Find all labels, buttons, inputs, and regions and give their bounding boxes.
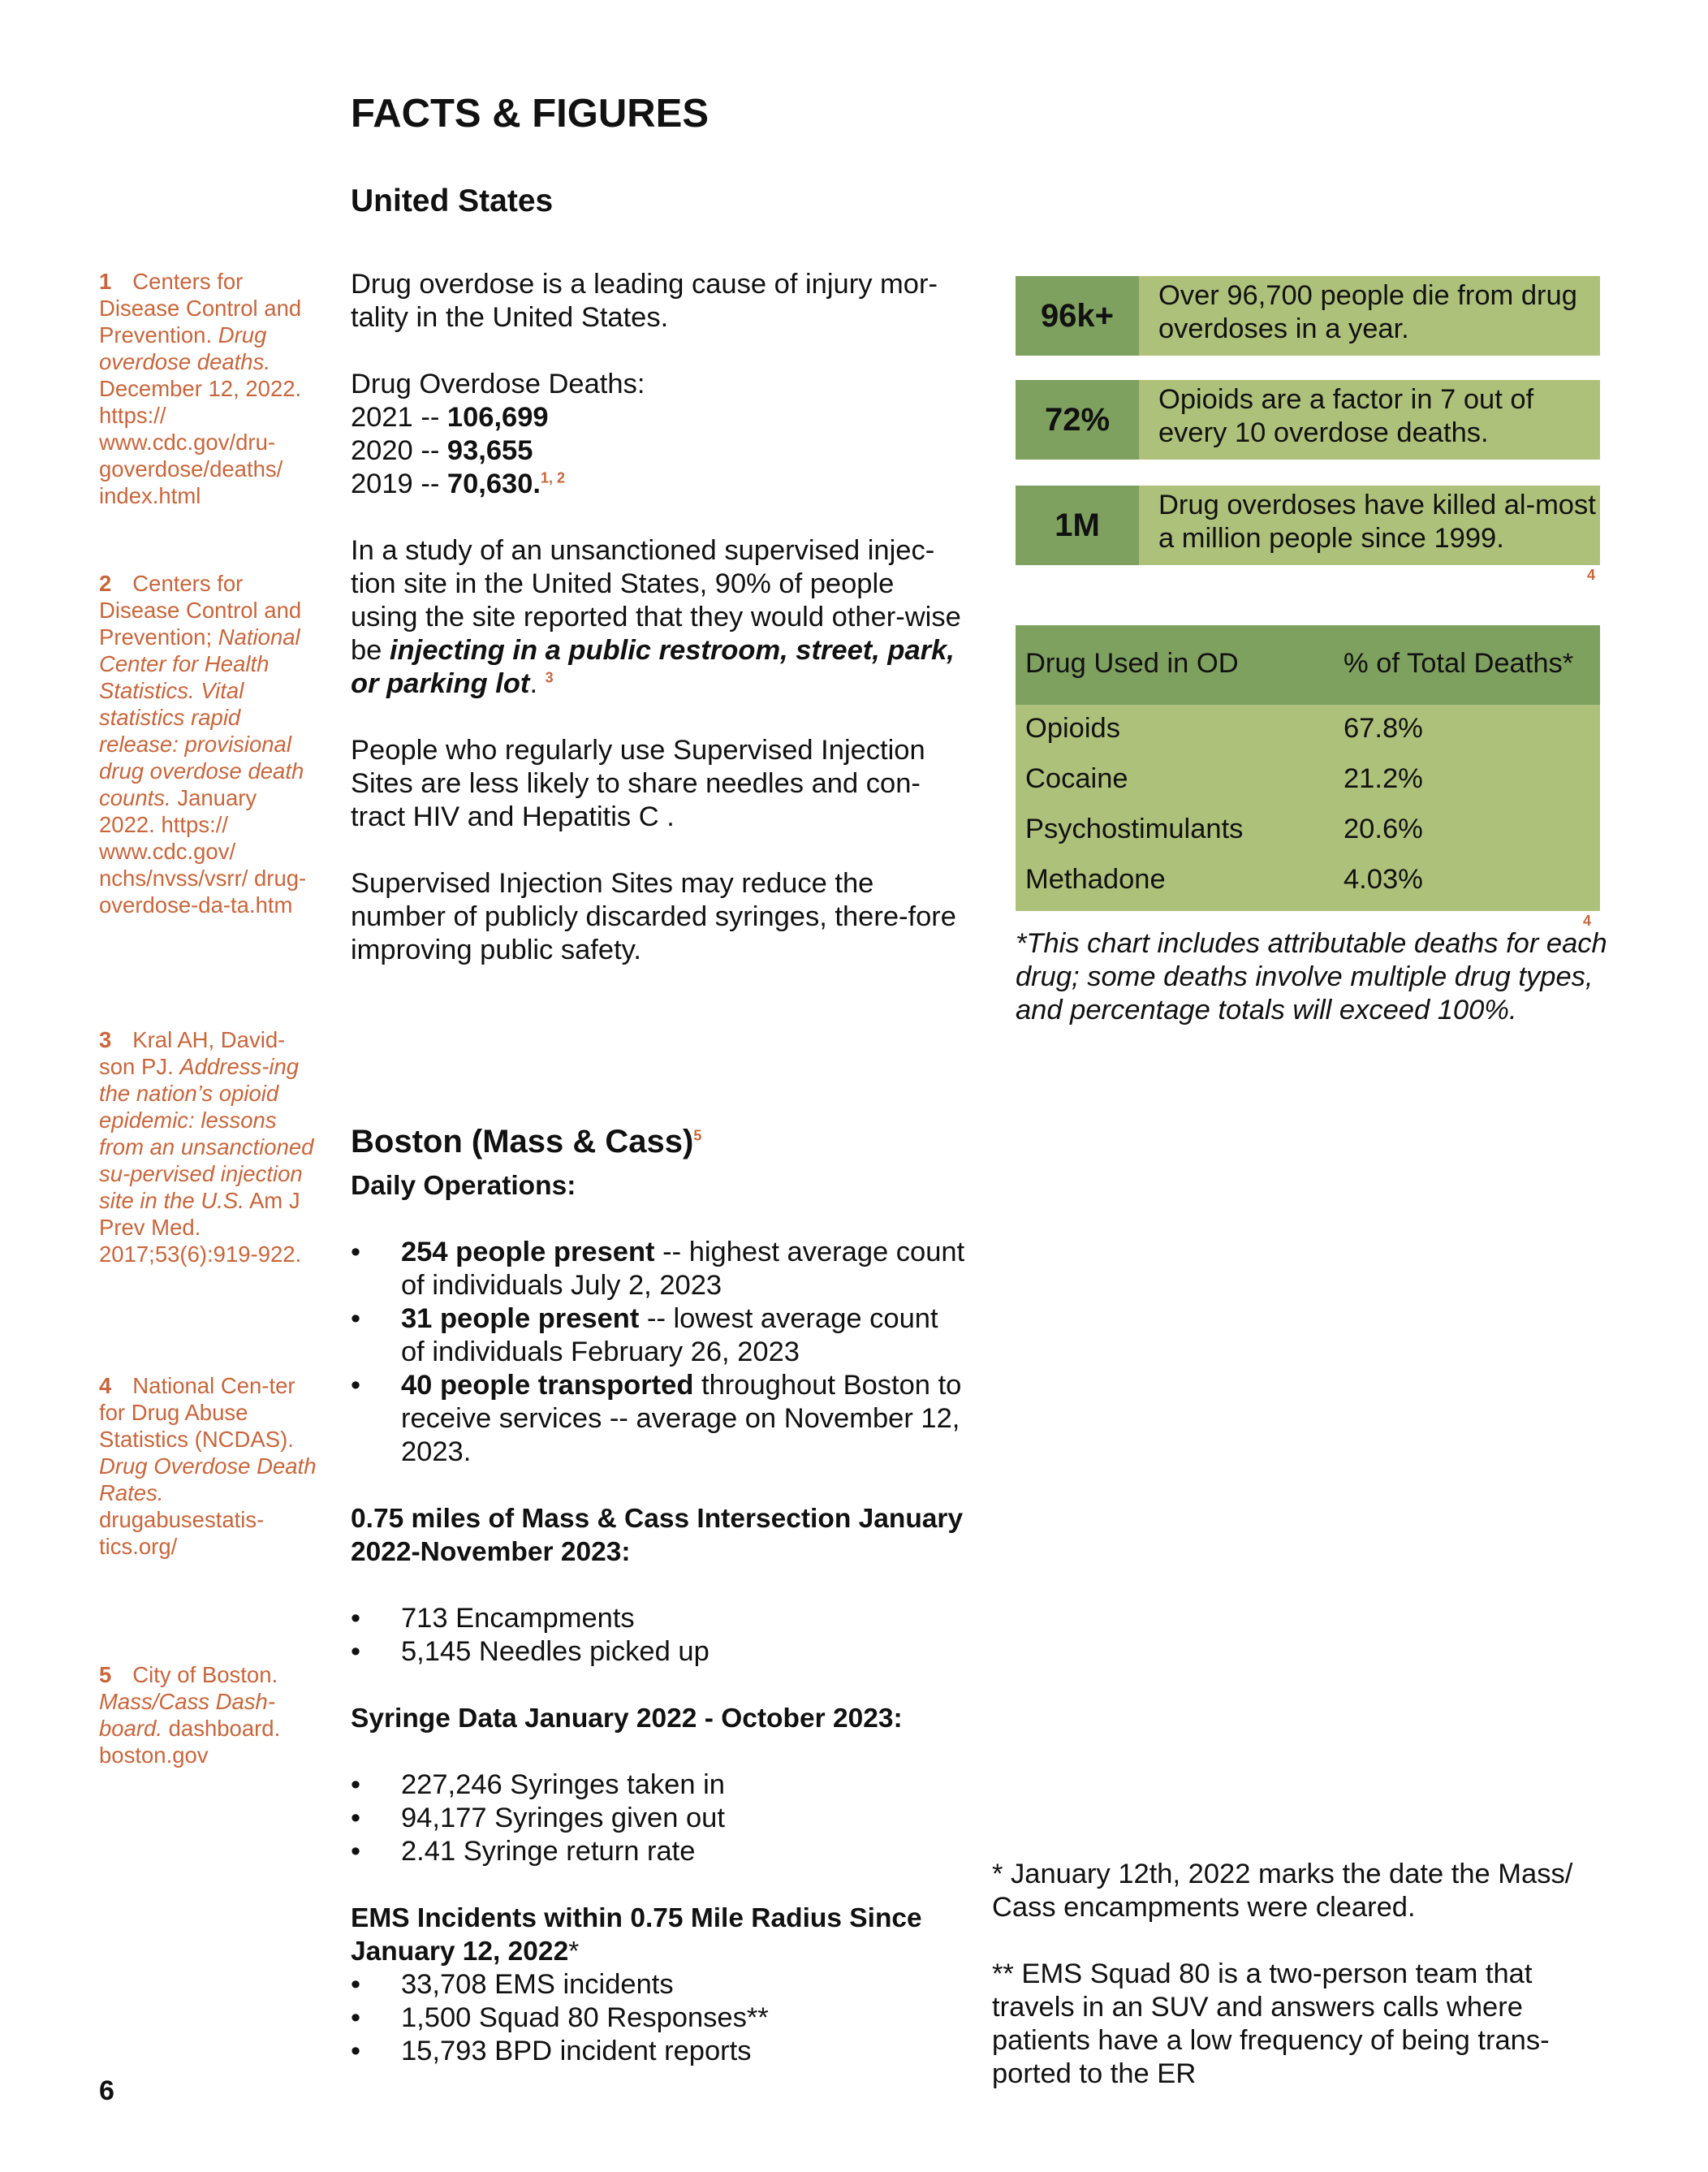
deaths-row: 2021 -- 106,699 — [351, 402, 549, 433]
footnote-text: National Cen-ter for Drug Abuse Statistics (NCDAS). — [99, 1373, 295, 1452]
stat-text: Over 96,700 people die from drug overdoses in a year. — [1158, 280, 1577, 344]
table-cell-drug: Opioids — [1025, 713, 1120, 744]
footnote-number: 3 — [99, 1027, 112, 1052]
table-note: *This chart includes attributable deaths for each drug; some deaths involve multiple drug types, and percentage totals will exceed 100%. — [1016, 928, 1607, 1026]
deaths-value: 106,699 — [446, 402, 549, 433]
list-item: • 2.41 Syringe return rate — [351, 1835, 968, 1868]
table-header — [1016, 625, 1600, 705]
footnote-ref: 5 — [693, 1127, 702, 1144]
list-item: • 713 Encampments — [351, 1602, 968, 1635]
footnote-title: Mass/Cass Dash-board. — [99, 1689, 275, 1741]
footnote-text: Centers for Disease Control and Prevention. — [99, 269, 302, 348]
ems-list — [351, 1968, 968, 2068]
page-title: FACTS & FIGURES — [351, 92, 710, 136]
deaths-row: 2020 -- 93,655 — [351, 435, 533, 466]
section-heading-boston: Boston (Mass & Cass)$^5$ — [351, 1124, 702, 1159]
list-item: • 31 people present -- lowest average count of individuals February 26, 2023 — [351, 1302, 968, 1369]
section-heading-united-states: United States — [351, 184, 554, 218]
footnote-title: Address-ing the nation’s opioid epidemic: lessons from an unsanctioned su-pervised injection site in the U.S. — [99, 1054, 314, 1213]
table-cell-percent: 67.8% — [1344, 713, 1423, 744]
footnote-title: National Center for Health Statistics. Vital statistics rapid release: provisional drug overdose death counts. — [99, 624, 304, 810]
table-cell-percent: 20.6% — [1344, 814, 1423, 844]
boston-column — [351, 1169, 968, 2068]
footnote-4 — [99, 1372, 318, 1560]
stat-text: Drug overdoses have killed al-most a million people since 1999. — [1158, 490, 1596, 554]
stat-box — [1016, 486, 1600, 565]
footnote-text: Centers for Disease Control and Prevention; — [99, 571, 302, 650]
list-item: • 254 people present -- highest average count of individuals July 2, 2023 — [351, 1236, 968, 1302]
footnote-source: January 2022. https:// www.cdc.gov/ nchs/nvss/vsrr/ drug-overdose-da-ta.htm — [99, 785, 307, 918]
daily-operations-label: Daily Operations: — [351, 1171, 576, 1201]
footnote-3 — [99, 1026, 318, 1267]
miles-list — [351, 1602, 968, 1669]
footnote-number: 4 — [99, 1373, 112, 1398]
deaths-value: 93,655 — [446, 435, 533, 466]
list-item: • 5,145 Needles picked up — [351, 1635, 968, 1669]
footnote-ref: 1, 2 — [541, 469, 566, 486]
footnote-2 — [99, 570, 318, 918]
header-cell: Drug Used in OD — [1025, 648, 1239, 679]
page-number: 6 — [99, 2075, 114, 2106]
stat-key: 96k+ — [1016, 276, 1139, 356]
us-intro: Drug overdose is a leading cause of injury mor-tality in the United States. — [351, 269, 938, 333]
footnote-title: Drug Overdose Death Rates. — [99, 1453, 317, 1505]
footnote-text: City of Boston. — [132, 1662, 278, 1687]
table-cell-drug: Methadone — [1025, 864, 1166, 895]
footnote-source: Am J Prev Med. 2017;53(6):919-922. — [99, 1188, 302, 1267]
note-encampments: * January 12th, 2022 marks the date the Mass/ Cass encampments were cleared. — [992, 1859, 1573, 1923]
list-item: • 33,708 EMS incidents — [351, 1968, 968, 2001]
study-paragraph: In a study of an unsanctioned supervised injec-tion site in the United States, 90% of people using the site reported that they would other-wise be injecting in a public restroom, street, park, or parking lot. $^3$ — [351, 535, 961, 699]
footnote-title: Drug overdose deaths. — [99, 322, 270, 374]
list-item: • 40 people transported throughout Boston to receive services -- average on November 12, 2023. — [351, 1369, 968, 1469]
stat-key: 1M — [1016, 486, 1139, 565]
stat-text: Opioids are a factor in 7 out of every 10 overdose deaths. — [1158, 384, 1534, 448]
table-cell-drug: Psychostimulants — [1025, 814, 1244, 844]
stat-key: 72% — [1016, 380, 1139, 460]
footnote-number: 2 — [99, 571, 112, 596]
footnote-ref: 3 — [545, 669, 554, 686]
list-item: • 1,500 Squad 80 Responses** — [351, 2001, 968, 2035]
syringe-label: Syringe Data January 2022 - October 2023: — [351, 1703, 903, 1734]
syringes-paragraph: Supervised Injection Sites may reduce the number of publicly discarded syringes, there-fore improving public safety. — [351, 868, 956, 965]
footnote-1 — [99, 268, 318, 509]
header-cell: % of Total Deaths* — [1344, 648, 1574, 679]
deaths-label: Drug Overdose Deaths: — [351, 369, 645, 399]
deaths-value: 70,630. — [446, 469, 541, 499]
list-item: • 94,177 Syringes given out — [351, 1802, 968, 1835]
footnote-source: drugabusestatis-tics.org/ — [99, 1507, 265, 1559]
list-item: • 227,246 Syringes taken in — [351, 1768, 968, 1802]
table-footnote-ref: 4 — [1583, 913, 1592, 929]
table-cell-drug: Cocaine — [1025, 763, 1128, 794]
ems-label: EMS Incidents within 0.75 Mile Radius Since January 12, 2022* — [351, 1903, 922, 1967]
footnote-text: Kral AH, David-son PJ. — [99, 1027, 286, 1079]
footnote-source: dashboard. boston.gov — [99, 1716, 281, 1768]
table-cell-percent: 4.03% — [1344, 864, 1423, 895]
table-cell-percent: 21.2% — [1344, 763, 1423, 794]
footnote-5 — [99, 1661, 318, 1768]
stat-box — [1016, 276, 1600, 356]
footnote-number: 5 — [99, 1662, 112, 1687]
syringe-list — [351, 1768, 968, 1868]
drug-table — [1016, 625, 1600, 911]
us-text-column — [351, 268, 968, 967]
stats-footnote-ref: 4 — [1587, 567, 1596, 583]
miles-label: 0.75 miles of Mass & Cass Intersection January 2022-November 2023: — [351, 1504, 964, 1567]
study-emphasis: injecting in a public restroom, street, park, or parking lot — [351, 635, 955, 699]
footnote-number: 1 — [99, 269, 112, 294]
deaths-row: 2019 -- 70,630.$^{1, 2}$ — [351, 469, 566, 499]
note-squad-80: ** EMS Squad 80 is a two-person team that travels in an SUV and answers calls where patients have a low frequency of being trans-ported to the ER — [992, 1958, 1550, 2089]
hiv-paragraph: People who regularly use Supervised Injection Sites are less likely to share needles and con-tract HIV and Hepatitis C . — [351, 735, 925, 832]
stat-box — [1016, 380, 1600, 460]
footnote-source: December 12, 2022. https:// www.cdc.gov/dru-goverdose/deaths/ index.html — [99, 376, 302, 508]
list-item: • 15,793 BPD incident reports — [351, 2035, 968, 2068]
daily-operations-list — [351, 1236, 968, 1469]
